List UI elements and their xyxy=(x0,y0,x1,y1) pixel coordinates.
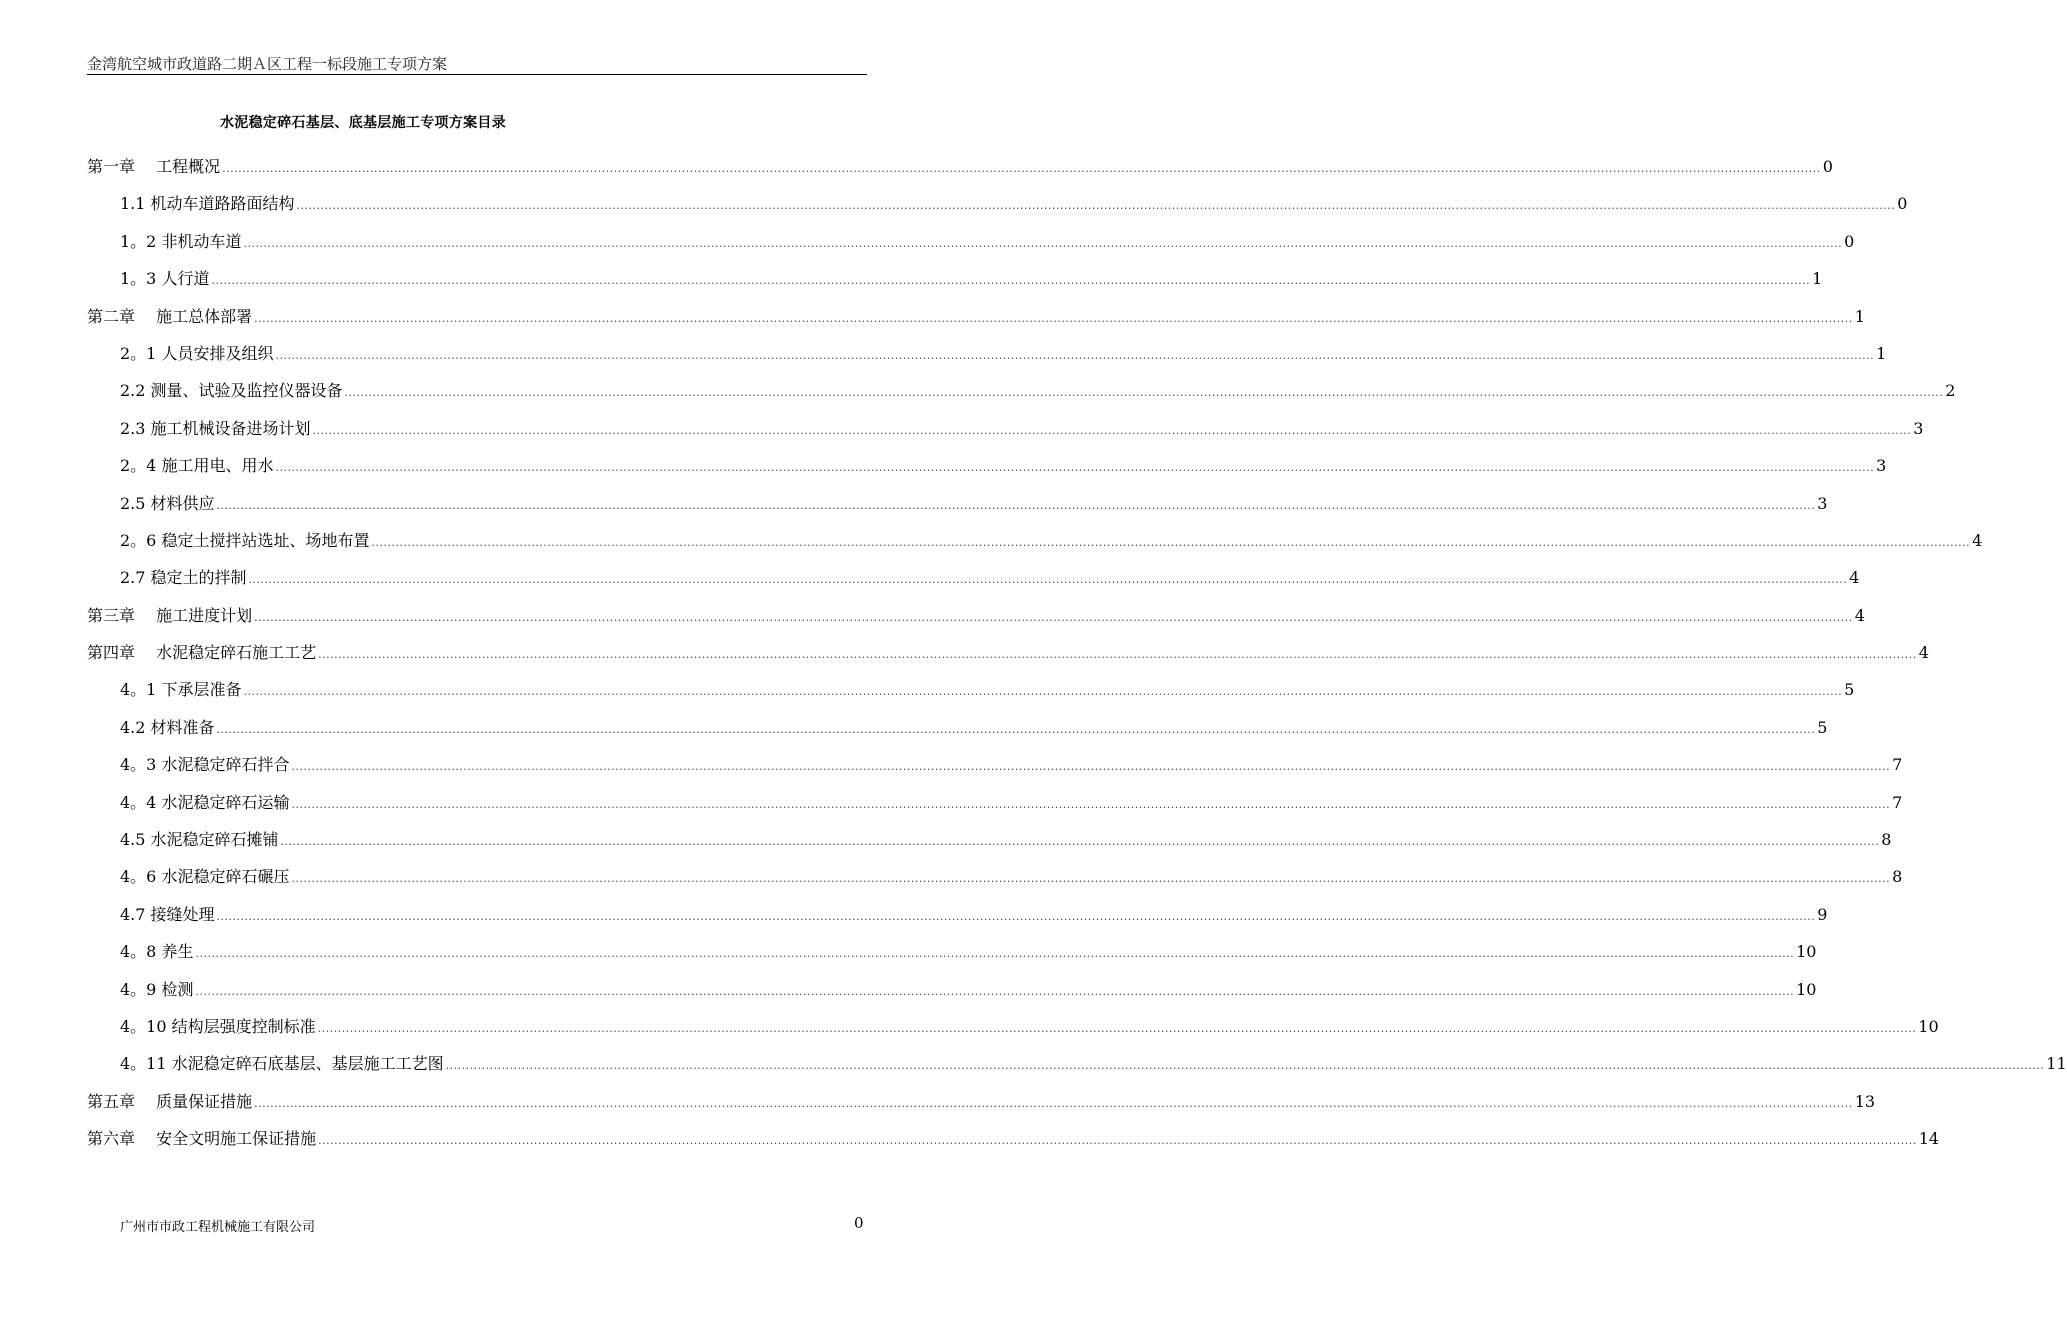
toc-entry-label: 1。2 非机动车道 xyxy=(120,231,242,251)
toc-entry-label: 4.5 水泥稳定碎石摊铺 xyxy=(120,830,279,850)
toc-entry-label: 第三章 施工进度计划 xyxy=(87,605,253,625)
toc-entry-label: 4。8 养生 xyxy=(120,942,194,962)
toc-dot-leader: ................................................................................................................................................................................................................................................................................................................................................................................................................ xyxy=(291,872,1891,886)
toc-entry-label: 2.5 材料供应 xyxy=(120,493,215,513)
toc-section-entry[interactable] xyxy=(87,821,1892,858)
toc-section-entry[interactable] xyxy=(87,709,1828,746)
toc-entry-label: 4。10 结构层强度控制标准 xyxy=(120,1016,316,1036)
toc-section-entry[interactable] xyxy=(87,784,1903,821)
toc-dot-leader: ................................................................................................................................................................................................................................................................................................................................................................................................................ xyxy=(318,1134,1917,1148)
toc-dot-leader: ................................................................................................................................................................................................................................................................................................................................................................................................................ xyxy=(222,162,1821,175)
toc-dot-leader: ................................................................................................................................................................................................................................................................................................................................................................................................................ xyxy=(275,461,1875,475)
toc-chapter-entry[interactable] xyxy=(87,1120,1940,1157)
toc-entry-label: 2.2 测量、试验及监控仪器设备 xyxy=(120,381,343,401)
toc-section-entry[interactable] xyxy=(87,522,1983,559)
toc-section-entry[interactable] xyxy=(87,971,1817,1008)
footer-company: 广州市市政工程机械施工有限公司 xyxy=(120,1220,316,1235)
toc-entry-page-number: 7 xyxy=(1892,792,1903,812)
toc-chapter-entry[interactable] xyxy=(87,634,1929,671)
toc-entry-label: 第五章 质量保证措施 xyxy=(87,1091,253,1111)
toc-dot-leader: ................................................................................................................................................................................................................................................................................................................................................................................................................ xyxy=(211,274,1811,288)
toc-entry-label: 4。4 水泥稳定碎石运输 xyxy=(120,792,290,812)
toc-dot-leader: ................................................................................................................................................................................................................................................................................................................................................................................................................ xyxy=(195,984,1795,998)
toc-entry-label: 2.7 稳定土的拌制 xyxy=(120,568,247,588)
page-header-title: 金湾航空城市政道路二期Ａ区工程一标段施工专项方案 xyxy=(87,55,448,73)
toc-entry-label: 2。1 人员安排及组织 xyxy=(120,343,274,363)
toc-chapter-entry[interactable] xyxy=(87,1083,1876,1120)
toc-entry-label: 4。3 水泥稳定碎石拌合 xyxy=(120,755,290,775)
toc-entry-page-number: 4 xyxy=(1849,568,1860,588)
toc-entry-label: 4.2 材料准备 xyxy=(120,717,215,737)
toc-dot-leader: ................................................................................................................................................................................................................................................................................................................................................................................................................ xyxy=(248,573,1848,587)
toc-entry-page-number: 7 xyxy=(1892,755,1903,775)
toc-entry-label: 4。1 下承层准备 xyxy=(120,680,242,700)
toc-dot-leader: ................................................................................................................................................................................................................................................................................................................................................................................................................ xyxy=(275,348,1875,362)
toc-dot-leader: ................................................................................................................................................................................................................................................................................................................................................................................................................ xyxy=(291,797,1891,811)
toc-dot-leader: ................................................................................................................................................................................................................................................................................................................................................................................................................ xyxy=(254,311,1853,325)
toc-section-entry[interactable] xyxy=(87,896,1828,933)
toc-dot-leader: ................................................................................................................................................................................................................................................................................................................................................................................................................ xyxy=(318,648,1917,662)
toc-section-entry[interactable] xyxy=(87,335,1887,372)
toc-dot-leader: ................................................................................................................................................................................................................................................................................................................................................................................................................ xyxy=(195,947,1795,961)
toc-dot-leader: ................................................................................................................................................................................................................................................................................................................................................................................................................ xyxy=(216,909,1816,923)
toc-dot-leader: ................................................................................................................................................................................................................................................................................................................................................................................................................ xyxy=(317,1021,1917,1035)
toc-entry-page-number: 0 xyxy=(1844,231,1855,251)
toc-entry-label: 1.1 机动车道路路面结构 xyxy=(120,194,295,214)
toc-dot-leader: ................................................................................................................................................................................................................................................................................................................................................................................................................ xyxy=(371,535,1971,549)
toc-dot-leader: ................................................................................................................................................................................................................................................................................................................................................................................................................ xyxy=(291,760,1891,774)
toc-entry-page-number: 9 xyxy=(1817,904,1828,924)
toc-dot-leader: ................................................................................................................................................................................................................................................................................................................................................................................................................ xyxy=(216,722,1816,736)
toc-dot-leader: ................................................................................................................................................................................................................................................................................................................................................................................................................ xyxy=(445,1059,2045,1073)
toc-chapter-entry[interactable] xyxy=(87,298,1865,335)
toc-entry-label: 4.7 接缝处理 xyxy=(120,904,215,924)
toc-entry-page-number: 2 xyxy=(1945,381,1956,401)
toc-dot-leader: ................................................................................................................................................................................................................................................................................................................................................................................................................ xyxy=(254,610,1853,624)
toc-dot-leader: ................................................................................................................................................................................................................................................................................................................................................................................................................ xyxy=(216,498,1816,512)
toc-section-entry[interactable] xyxy=(87,1008,1939,1045)
toc-entry-label: 2。6 稳定土搅拌站选址、场地布置 xyxy=(120,530,370,550)
toc-dot-leader: ................................................................................................................................................................................................................................................................................................................................................................................................................ xyxy=(312,423,1912,437)
toc-entry-page-number: 4 xyxy=(1918,643,1929,663)
toc-section-entry[interactable] xyxy=(87,559,1860,596)
toc-entry-page-number: 1 xyxy=(1812,269,1823,289)
toc-dot-leader: ................................................................................................................................................................................................................................................................................................................................................................................................................ xyxy=(254,1096,1853,1110)
toc-entry-page-number: 14 xyxy=(1918,1129,1940,1149)
toc-entry-page-number: 4 xyxy=(1972,530,1983,550)
toc-section-entry[interactable] xyxy=(87,260,1823,297)
table-of-contents xyxy=(87,148,2067,1158)
toc-dot-leader: ................................................................................................................................................................................................................................................................................................................................................................................................................ xyxy=(280,835,1880,849)
toc-entry-page-number: 1 xyxy=(1876,343,1887,363)
toc-entry-label: 4。9 检测 xyxy=(120,979,194,999)
toc-section-entry[interactable] xyxy=(87,746,1903,783)
toc-entry-label: 1。3 人行道 xyxy=(120,269,210,289)
toc-section-entry[interactable] xyxy=(87,372,1956,409)
toc-entry-label: 第一章 工程概况 xyxy=(87,157,221,176)
toc-entry-label: 4。6 水泥稳定碎石碾压 xyxy=(120,867,290,887)
toc-entry-page-number: 0 xyxy=(1822,157,1833,176)
footer-page-number: 0 xyxy=(854,1214,864,1232)
toc-dot-leader: ................................................................................................................................................................................................................................................................................................................................................................................................................ xyxy=(296,199,1896,213)
toc-entry-page-number: 10 xyxy=(1918,1016,1939,1036)
toc-entry-page-number: 13 xyxy=(1854,1091,1876,1111)
toc-entry-page-number: 8 xyxy=(1881,830,1892,850)
toc-dot-leader: ................................................................................................................................................................................................................................................................................................................................................................................................................ xyxy=(344,386,1944,400)
toc-entry-page-number: 0 xyxy=(1897,194,1908,214)
toc-entry-page-number: 5 xyxy=(1817,717,1828,737)
toc-chapter-entry[interactable] xyxy=(87,597,1865,634)
toc-section-entry[interactable] xyxy=(87,1045,2067,1082)
toc-dot-leader: ................................................................................................................................................................................................................................................................................................................................................................................................................ xyxy=(243,236,1843,250)
toc-entry-label: 2.3 施工机械设备进场计划 xyxy=(120,418,311,438)
toc-chapter-entry[interactable] xyxy=(87,148,1833,185)
toc-entry-page-number: 10 xyxy=(1796,979,1817,999)
toc-entry-label: 2。4 施工用电、用水 xyxy=(120,456,274,476)
toc-entry-label: 第四章 水泥稳定碎石施工工艺 xyxy=(87,643,317,663)
toc-entry-label: 第二章 施工总体部署 xyxy=(87,306,253,326)
toc-entry-page-number: 1 xyxy=(1854,306,1865,326)
document-title: 水泥稳定碎石基层、底基层施工专项方案目录 xyxy=(220,115,506,131)
toc-section-entry[interactable] xyxy=(87,485,1828,522)
toc-section-entry[interactable] xyxy=(87,447,1887,484)
toc-entry-label: 第六章 安全文明施工保证措施 xyxy=(87,1129,317,1149)
toc-section-entry[interactable] xyxy=(87,858,1903,895)
toc-section-entry[interactable] xyxy=(87,223,1855,260)
toc-entry-page-number: 11 xyxy=(2046,1054,2067,1074)
toc-entry-page-number: 8 xyxy=(1892,867,1903,887)
toc-dot-leader: ................................................................................................................................................................................................................................................................................................................................................................................................................ xyxy=(243,685,1843,699)
toc-section-entry[interactable] xyxy=(87,410,1924,447)
toc-entry-page-number: 4 xyxy=(1854,605,1865,625)
header-divider xyxy=(87,74,867,75)
toc-entry-page-number: 10 xyxy=(1796,942,1817,962)
toc-entry-page-number: 3 xyxy=(1817,493,1828,513)
toc-section-entry[interactable] xyxy=(87,671,1855,708)
toc-entry-page-number: 3 xyxy=(1913,418,1924,438)
toc-section-entry[interactable] xyxy=(87,185,1908,222)
toc-entry-label: 4。11 水泥稳定碎石底基层、基层施工工艺图 xyxy=(120,1054,444,1074)
toc-entry-page-number: 3 xyxy=(1876,456,1887,476)
toc-section-entry[interactable] xyxy=(87,933,1817,970)
toc-entry-page-number: 5 xyxy=(1844,680,1855,700)
